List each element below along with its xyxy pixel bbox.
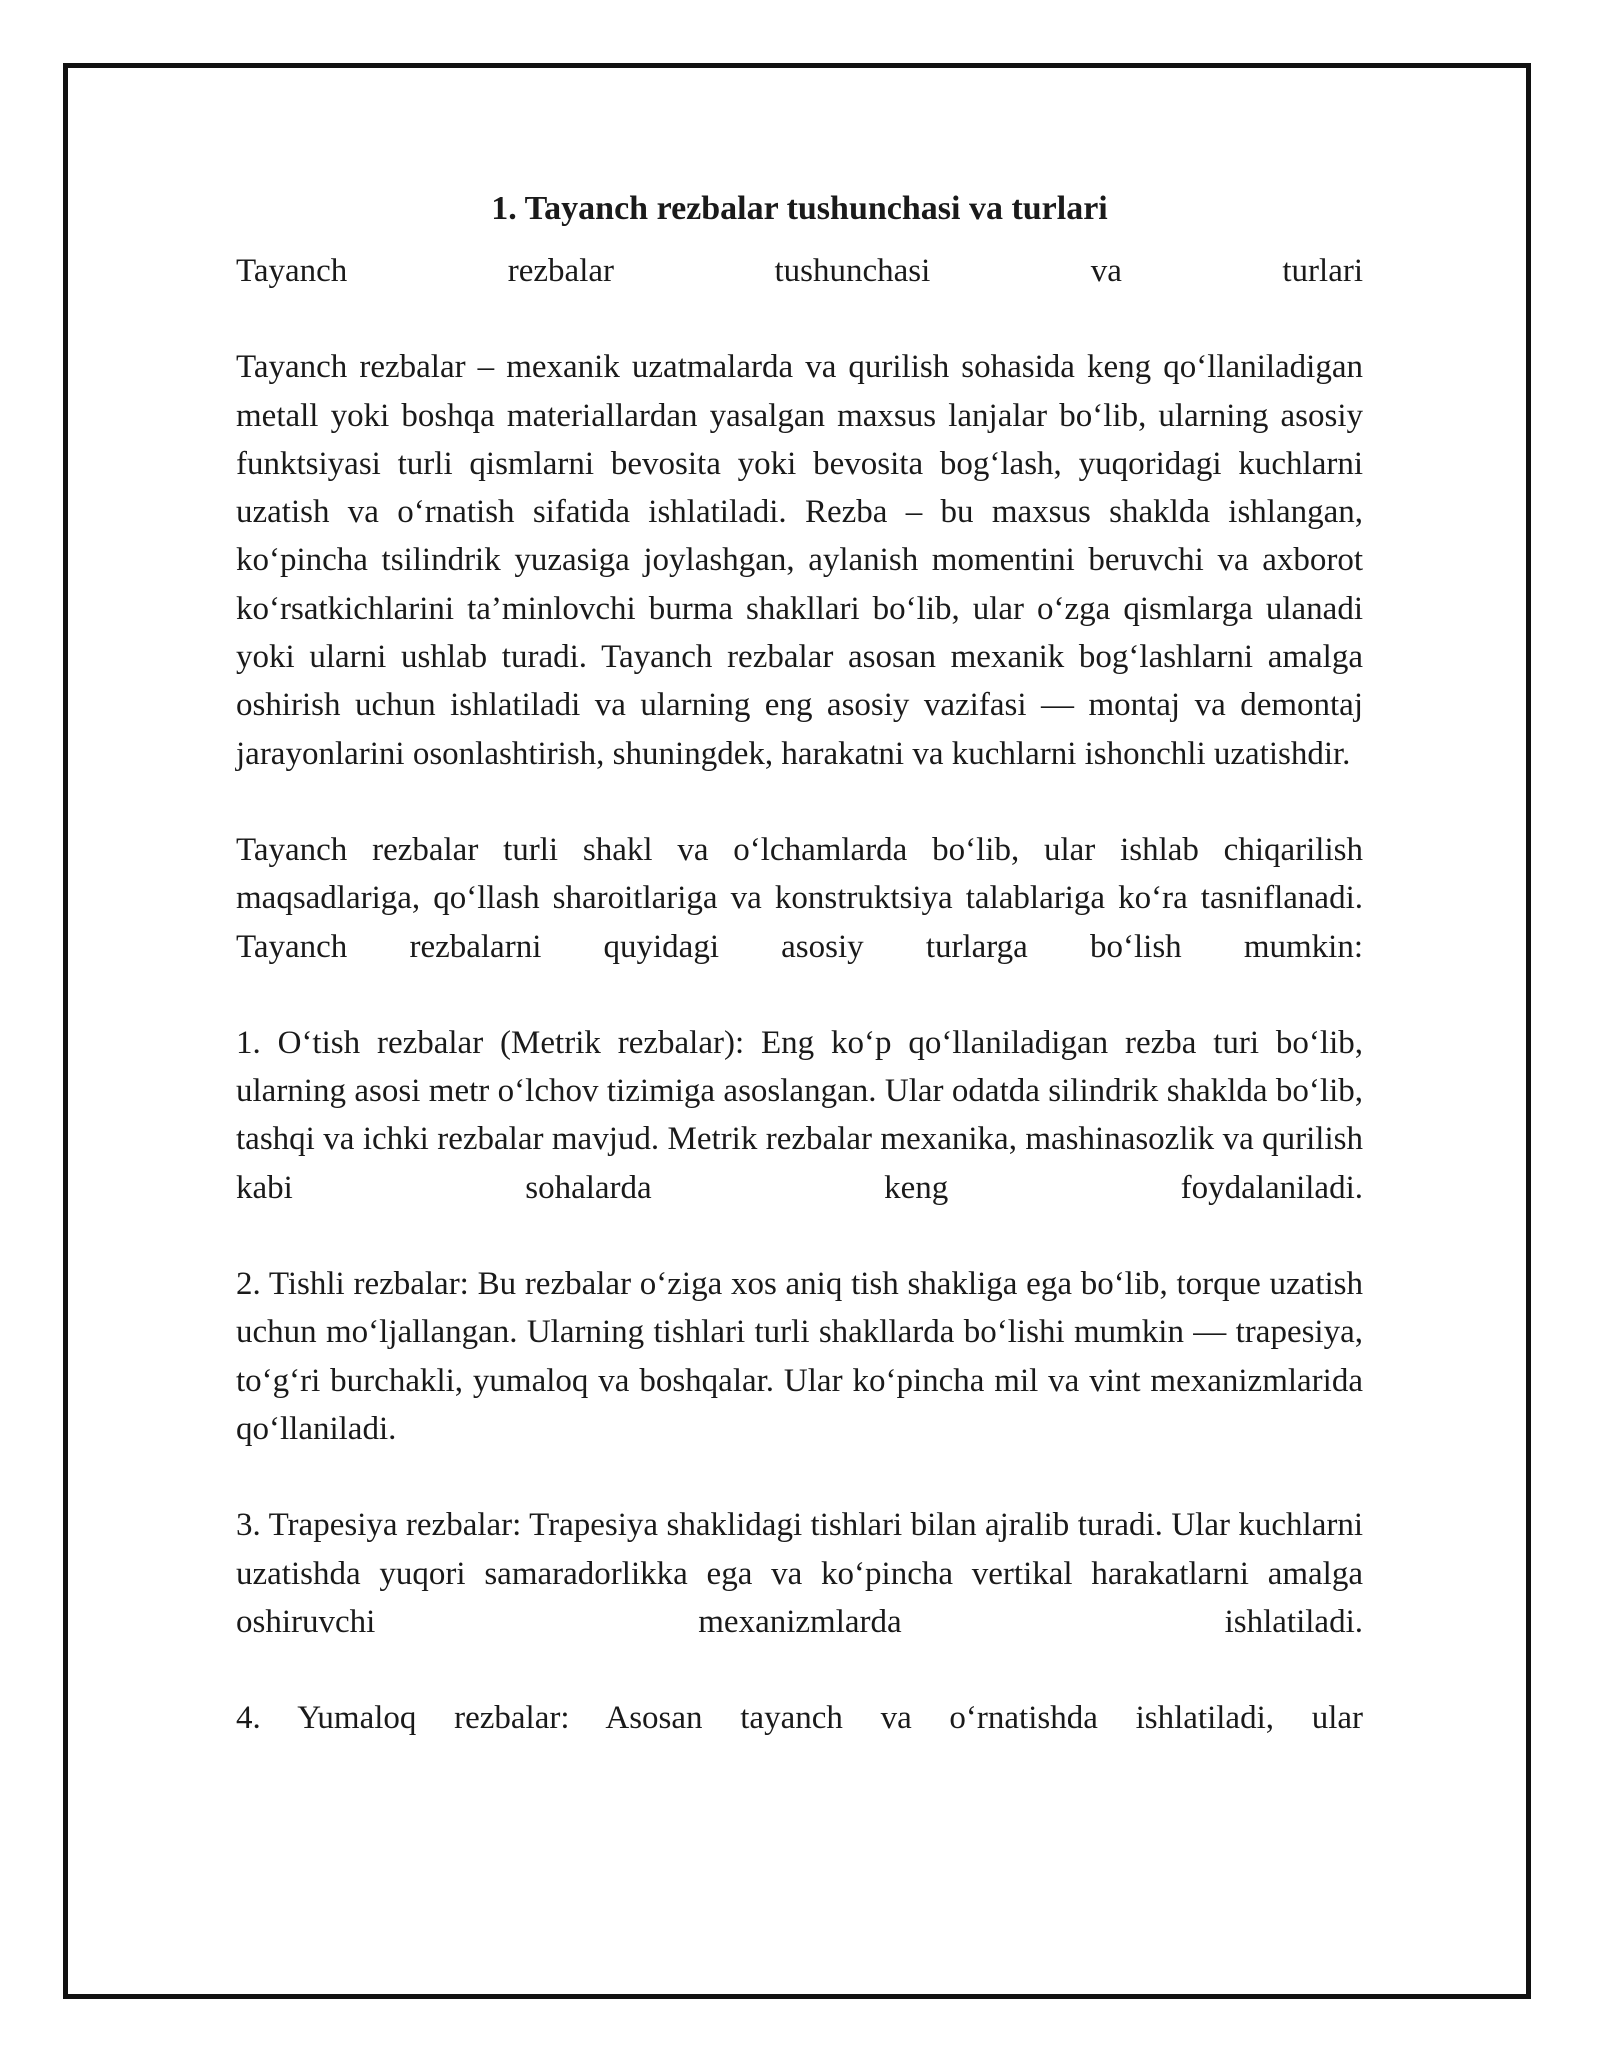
document-title: 1. Tayanch rezbalar tushunchasi va turlari bbox=[491, 190, 1108, 227]
paragraph-toothed: 2. Tishli rezbalar: Bu rezbalar o‘ziga xos aniq tish shakliga ega bo‘lib, torque uzatish uchun mo‘ljallangan. Ularning tishlari turli shakllarda bo‘lishi mumkin — trapesiya, to‘g‘ri burchakli, yumaloq va boshqalar. Ular ko‘pincha mil va vint mexanizmlarida qo‘llaniladi. bbox=[236, 1266, 1363, 1447]
subtitle-line: Tayanch rezbalar tushunchasi va turlari bbox=[236, 253, 1363, 289]
paragraph-types: Tayanch rezbalar turli shakl va o‘lchamlarda bo‘lib, ular ishlab chiqarilish maqsadlariga, qo‘llash sharoitlariga va konstruktsiya talablariga ko‘ra tasniflanadi. Tayanch rezbalarni quyidagi asosiy turlarga bo‘lish mumkin: bbox=[236, 831, 1363, 965]
document-body bbox=[236, 185, 1363, 1790]
paragraph-metric: 1. O‘tish rezbalar (Metrik rezbalar): Eng ko‘p qo‘llaniladigan rezba turi bo‘lib, ularning asosi metr o‘lchov tizimiga asoslangan. Ular odatda silindrik shaklda bo‘lib, tashqi va ichki rezbalar mavjud. Metrik rezbalar mexanika, mashinasozlik va qurilish kabi sohalarda keng foydalaniladi. bbox=[236, 1024, 1363, 1206]
paragraph-trapezoid: 3. Trapesiya rezbalar: Trapesiya shaklidagi tishlari bilan ajralib turadi. Ular kuchlarni uzatishda yuqori samaradorlikka ega va ko‘pincha vertikal harakatlarni amalga oshiruvchi mexanizmlarda ishlatiladi. bbox=[236, 1507, 1363, 1640]
paragraph-round: 4. Yumaloq rezbalar: Asosan tayanch va o‘rnatishda ishlatiladi, ular bbox=[236, 1700, 1363, 1737]
paragraph-intro: Tayanch rezbalar – mexanik uzatmalarda va qurilish sohasida keng qo‘llaniladigan metall yoki boshqa materiallardan yasalgan maxsus lanjalar bo‘lib, ularning asosiy funktsiyasi turli qismlarni bevosita yoki bevosita bog‘lash, yuqoridagi kuchlarni uzatish va o‘rnatish sifatida ishlatiladi. Rezba – bu maxsus shaklda ishlangan, ko‘pincha tsilindrik yuzasiga joylashgan, aylanish momentini beruvchi va axborot ko‘rsatkichlarini ta’minlovchi burma shakllari bo‘lib, ular o‘zga qismlarga ulanadi yoki ularni ushlab turadi. Tayanch rezbalar asosan mexanik bog‘lashlarni amalga oshirish uchun ishlatiladi va ularning eng asosiy vazifasi — montaj va demontaj jarayonlarini osonlashtirish, shuningdek, harakatni va kuchlarni ishonchli uzatishdir. bbox=[236, 349, 1363, 772]
